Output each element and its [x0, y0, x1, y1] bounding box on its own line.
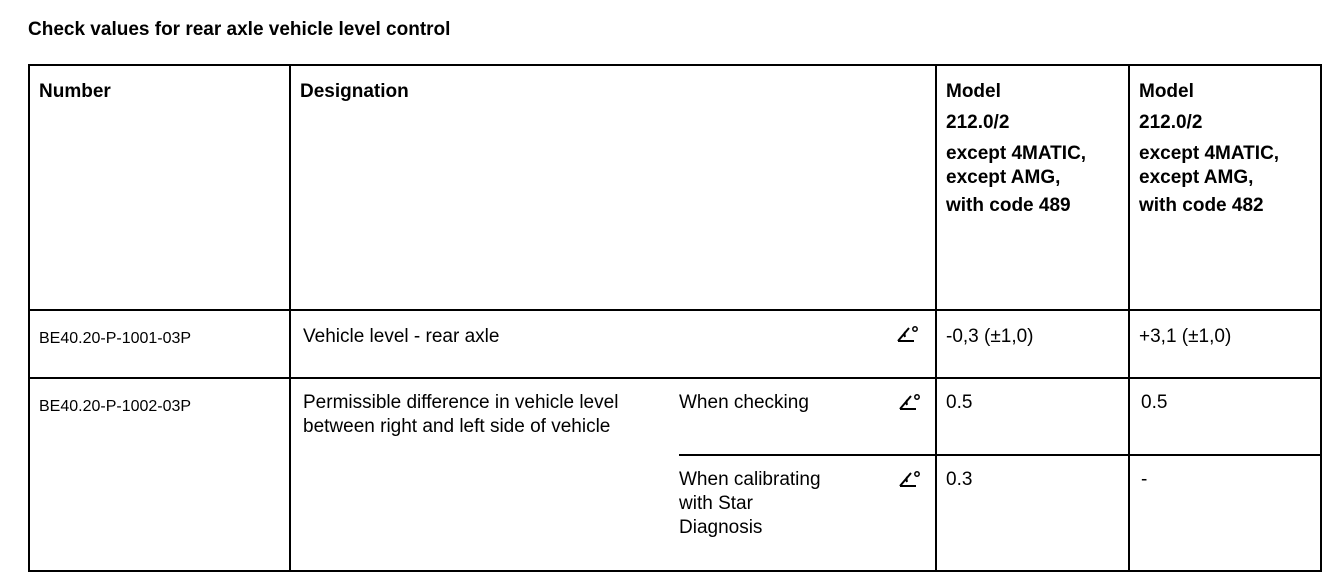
sub-label-checking: When checking: [679, 392, 809, 413]
header-model-482-line: Model: [1139, 81, 1194, 102]
angle-degree-icon: [898, 392, 920, 412]
header-designation: [290, 65, 936, 310]
sub-divider: [1130, 454, 1320, 456]
row-value-482-checking: 0.5: [1141, 392, 1168, 413]
sub-label-calibrating-line: with Star: [679, 493, 753, 514]
header-model-482: [1129, 65, 1321, 310]
row-value-489-cell: [936, 378, 1129, 571]
header-model-489-line: except AMG,: [946, 167, 1061, 188]
sub-label-calibrating-line: When calibrating: [679, 469, 821, 490]
row-value-482-cell: [1129, 310, 1321, 378]
row-value-489-cell: [936, 310, 1129, 378]
row-value-489-calibrating: 0.3: [946, 469, 973, 490]
angle-degree-icon: [898, 469, 920, 489]
header-model-489-line: Model: [946, 81, 1001, 102]
sub-condition-column: [679, 379, 937, 570]
header-model-482-line: with code 482: [1139, 195, 1264, 216]
row-number-cell: [29, 310, 290, 378]
check-values-table: [28, 64, 1322, 572]
header-number-label: Number: [39, 81, 111, 102]
row-value-489-checking: 0.5: [946, 392, 973, 413]
row-value-489: -0,3 (±1,0): [946, 326, 1034, 347]
sub-divider: [679, 454, 937, 456]
row-value-482-calibrating: -: [1141, 469, 1148, 490]
header-model-489-line: except 4MATIC,: [946, 143, 1087, 164]
row-number: BE40.20-P-1002-03P: [39, 398, 192, 415]
table-header-row: [29, 65, 1321, 310]
row-value-482-cell: [1129, 378, 1321, 571]
row-designation-line: between right and left side of vehicle: [303, 416, 611, 437]
page-title: Check values for rear axle vehicle level control: [28, 19, 451, 40]
header-designation-label: Designation: [300, 81, 409, 102]
row-designation: Vehicle level - rear axle: [303, 326, 500, 347]
header-model-489-line: with code 489: [946, 195, 1071, 216]
header-number: [29, 65, 290, 310]
row-number-cell: [29, 378, 290, 571]
sub-divider: [937, 454, 1128, 456]
angle-degree-icon: [896, 324, 918, 344]
row-designation-cell: [290, 378, 936, 571]
row-value-482: +3,1 (±1,0): [1139, 326, 1232, 347]
row-designation-line: Permissible difference in vehicle level: [303, 392, 619, 413]
header-model-489: [936, 65, 1129, 310]
row-number: BE40.20-P-1001-03P: [39, 330, 192, 347]
header-model-482-line: except AMG,: [1139, 167, 1254, 188]
table-row: [29, 310, 1321, 378]
header-model-482-line: 212.0/2: [1139, 112, 1203, 133]
table-row: [29, 378, 1321, 571]
row-designation-cell: [290, 310, 936, 378]
sub-label-calibrating: [679, 468, 821, 540]
header-model-489-line: 212.0/2: [946, 112, 1010, 133]
sub-label-calibrating-line: Diagnosis: [679, 517, 763, 538]
header-model-482-line: except 4MATIC,: [1139, 143, 1280, 164]
